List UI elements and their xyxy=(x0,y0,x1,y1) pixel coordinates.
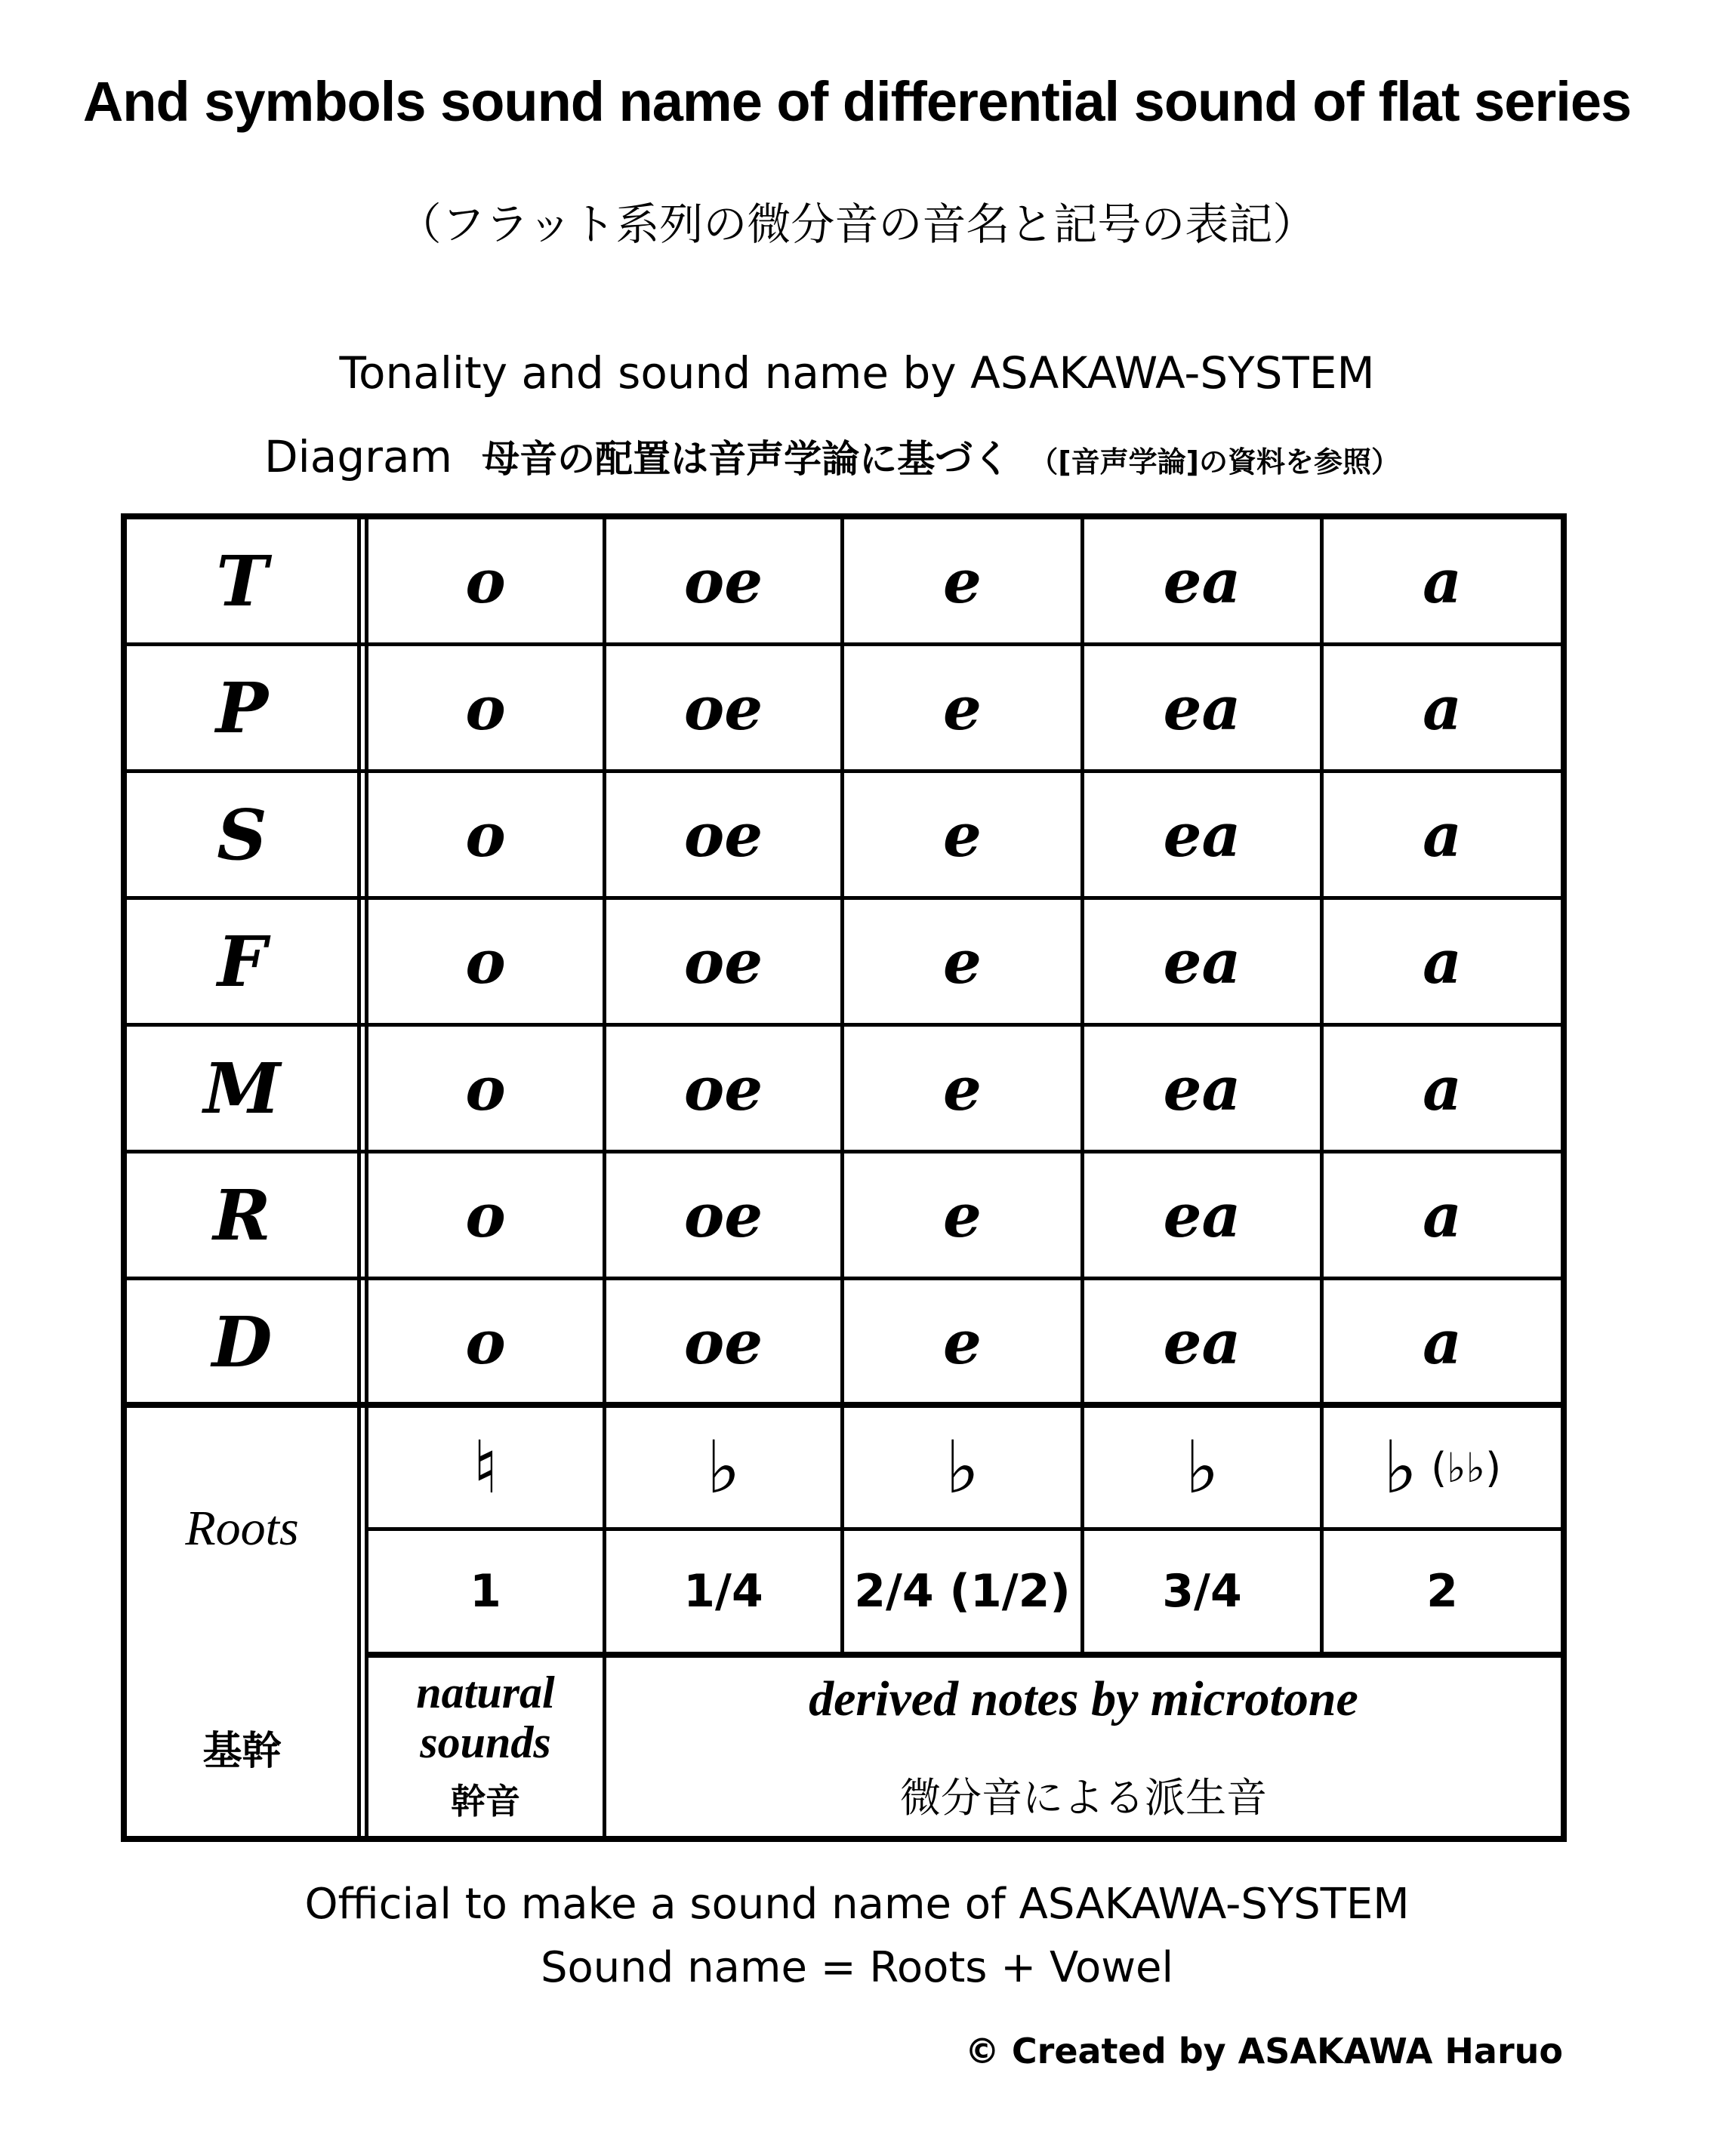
tonality-label: T xyxy=(216,540,268,622)
sound-name-table xyxy=(121,513,1567,1842)
vowel-cell: e xyxy=(943,1179,982,1251)
vowel-cell: a xyxy=(1423,545,1462,617)
credit-line: © Created by ASAKAWA Haruo xyxy=(964,2031,1563,2071)
vowel-cell: o xyxy=(465,1052,506,1124)
vowel-cell: oe xyxy=(683,672,763,744)
double-flat-note: (♭♭) xyxy=(1431,1443,1502,1492)
vowel-cell: ea xyxy=(1163,672,1241,744)
tonality-label: P xyxy=(215,667,269,749)
microtone-fraction: 3/4 xyxy=(1162,1565,1242,1618)
microtone-fraction: 2 xyxy=(1426,1565,1458,1618)
vowel-cell: o xyxy=(465,799,506,870)
tonality-label: M xyxy=(203,1047,281,1129)
tonality-label: D xyxy=(211,1301,273,1383)
page-title: And symbols sound name of differential sound of flat series xyxy=(82,70,1632,133)
vowel-cell: e xyxy=(943,1306,982,1378)
roots-label: Roots xyxy=(185,1501,299,1556)
microtone-fraction: 1/4 xyxy=(683,1565,763,1618)
derived-notes-jp: 微分音による派生音 xyxy=(900,1773,1267,1822)
microtone-fraction: 2/4 (1/2) xyxy=(854,1565,1071,1618)
vowel-cell: o xyxy=(465,926,506,997)
vowel-cell: o xyxy=(465,545,506,617)
vowel-cell: e xyxy=(943,545,982,617)
vowel-cell: oe xyxy=(683,799,763,870)
derived-notes-cell xyxy=(606,1658,1561,1836)
vowel-cell: o xyxy=(465,1306,506,1378)
flat-sign-icon xyxy=(1084,1408,1320,1527)
japanese-subtitle: （フラット系列の微分音の音名と記号の表記） xyxy=(397,199,1317,250)
tonality-label: S xyxy=(217,793,267,876)
accidental-symbol: ♭ xyxy=(1383,1425,1418,1510)
vowel-cell: oe xyxy=(683,1052,763,1124)
footer-line-2: Sound name = Roots + Vowel xyxy=(540,1943,1174,1992)
vowel-cell: a xyxy=(1423,1052,1462,1124)
vowel-cell: o xyxy=(465,1179,506,1251)
natural-sounds-cell xyxy=(368,1658,603,1836)
vowel-cell: a xyxy=(1423,1179,1462,1251)
vowel-cell: ea xyxy=(1163,926,1241,997)
natural-sounds-text: natural sounds xyxy=(416,1668,555,1767)
diagram-reference-note: （[音声学論]の資料を参照） xyxy=(1029,445,1400,479)
vowel-cell: ea xyxy=(1163,1306,1241,1378)
footer-line-1: Official to make a sound name of ASAKAWA-SYSTEM xyxy=(304,1880,1410,1929)
vowel-cell: e xyxy=(943,926,982,997)
kikan-label: 基幹 xyxy=(202,1728,282,1774)
vowel-cell: a xyxy=(1423,1306,1462,1378)
vowel-cell: e xyxy=(943,1052,982,1124)
vowel-cell: e xyxy=(943,672,982,744)
vowel-cell: a xyxy=(1423,799,1462,870)
vowel-cell: ea xyxy=(1163,799,1241,870)
derived-notes-text: derived notes by microtone xyxy=(809,1671,1358,1726)
diagram-label: Diagram xyxy=(264,431,453,482)
diagram-caption xyxy=(264,429,1400,483)
flat-sign-icon xyxy=(844,1408,1080,1527)
diagram-jp-text: 母音の配置は音声学論に基づく xyxy=(482,437,1011,481)
vowel-cell: oe xyxy=(683,1179,763,1251)
vowel-cell: oe xyxy=(683,926,763,997)
accidental-symbol: ♭ xyxy=(945,1425,980,1510)
tonality-label: F xyxy=(217,920,267,1003)
tonality-label: R xyxy=(213,1174,271,1256)
vowel-cell: ea xyxy=(1163,1052,1241,1124)
natural-sign-icon xyxy=(368,1408,603,1527)
accidental-symbol: ♮ xyxy=(472,1425,499,1510)
accidental-symbol: ♭ xyxy=(1185,1425,1219,1510)
microtone-fraction: 1 xyxy=(470,1565,501,1618)
flat-sign-icon xyxy=(606,1408,840,1527)
vowel-cell: oe xyxy=(683,1306,763,1378)
natural-sounds-jp: 幹音 xyxy=(451,1781,520,1822)
vowel-cell: ea xyxy=(1163,545,1241,617)
vowel-cell: e xyxy=(943,799,982,870)
vowel-cell: o xyxy=(465,672,506,744)
accidental-symbol: ♭ xyxy=(706,1425,741,1510)
vowel-cell: ea xyxy=(1163,1179,1241,1251)
vowel-cell: a xyxy=(1423,672,1462,744)
vowel-cell: oe xyxy=(683,545,763,617)
section-heading: Tonality and sound name by ASAKAWA-SYSTEM xyxy=(339,347,1375,399)
vowel-cell: a xyxy=(1423,926,1462,997)
flat-sign-icon xyxy=(1324,1408,1561,1527)
